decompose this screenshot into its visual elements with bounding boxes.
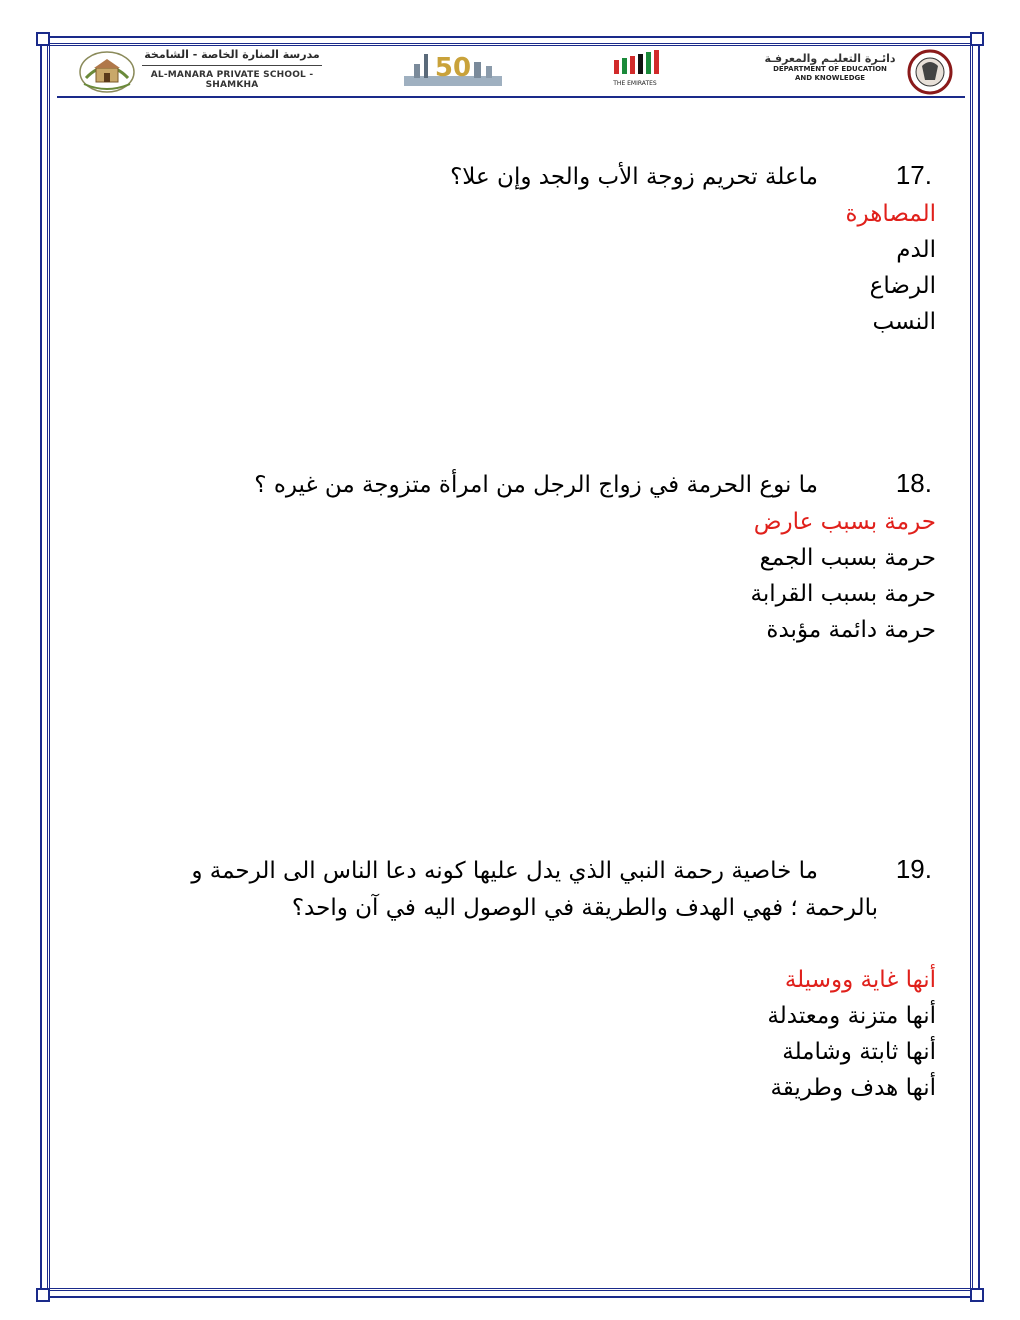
- border-corner: [970, 32, 984, 46]
- question-header: [254, 464, 936, 504]
- question-text-line-1: ما خاصية رحمة النبي الذي يدل عليها كونه دعا الناس الى الرحمة و: [191, 858, 818, 884]
- question-text: ما نوع الحرمة في زواج الرجل من امرأة متزوجة من غيره ؟: [254, 472, 818, 498]
- uae-50-logo-icon: [404, 46, 502, 90]
- divider: [142, 65, 322, 66]
- svg-text:50: 50: [434, 53, 472, 83]
- question-number: 19.: [895, 854, 932, 884]
- school-crest-icon: [78, 48, 136, 94]
- the-emirates-logo-icon: [600, 46, 670, 90]
- answer-option: أنها متزنة ومعتدلة: [767, 1003, 936, 1029]
- border-corner: [970, 1288, 984, 1302]
- emirates-caption: THE EMIRATES: [613, 80, 657, 87]
- question-header: [450, 156, 936, 196]
- header-divider: [57, 96, 965, 98]
- department-name-en-2: AND KNOWLEDGE: [794, 74, 866, 82]
- question-text: ماعلة تحريم زوجة الأب والجد وإن علا؟: [450, 164, 818, 190]
- answer-option: النسب: [872, 309, 936, 335]
- question-18: [254, 464, 936, 648]
- answer-option-correct: أنها غاية ووسيلة: [784, 967, 936, 993]
- answer-option: أنها ثابتة وشاملة: [782, 1039, 936, 1065]
- page-header: [60, 44, 966, 96]
- border-corner: [36, 32, 50, 46]
- department-name-ar: دائـرة التعليـم والمعرفـة: [764, 52, 896, 65]
- department-name-block: [760, 52, 900, 83]
- answer-option: حرمة بسبب الجمع: [759, 545, 936, 571]
- school-name-en: AL-MANARA PRIVATE SCHOOL - SHAMKHA: [150, 70, 314, 90]
- abu-dhabi-emblem-icon: [905, 48, 955, 96]
- question-number: 17.: [895, 160, 932, 190]
- answer-option: الدم: [896, 237, 936, 263]
- answer-option: أنها هدف وطريقة: [770, 1075, 936, 1101]
- answer-option: حرمة بسبب القرابة: [750, 581, 936, 607]
- school-name-ar: مدرسة المنارة الخاصة - الشامخة: [144, 48, 320, 61]
- question-17: [450, 156, 936, 340]
- border-corner: [36, 1288, 50, 1302]
- question-text-line-2: بالرحمة ؛ فهي الهدف والطريقة في الوصول اليه في آن واحد؟: [291, 895, 878, 921]
- answer-option-correct: حرمة بسبب عارض: [753, 509, 936, 535]
- answer-option: الرضاع: [869, 273, 936, 299]
- question-19: [191, 850, 936, 1106]
- question-number: 18.: [895, 468, 932, 498]
- answer-option: حرمة دائمة مؤبدة: [766, 617, 936, 643]
- school-name-block: [142, 48, 322, 90]
- department-name-en-1: DEPARTMENT OF EDUCATION: [773, 65, 887, 73]
- spacer: [191, 926, 936, 962]
- question-header: [191, 850, 936, 890]
- answer-option-correct: المصاهرة: [845, 201, 936, 227]
